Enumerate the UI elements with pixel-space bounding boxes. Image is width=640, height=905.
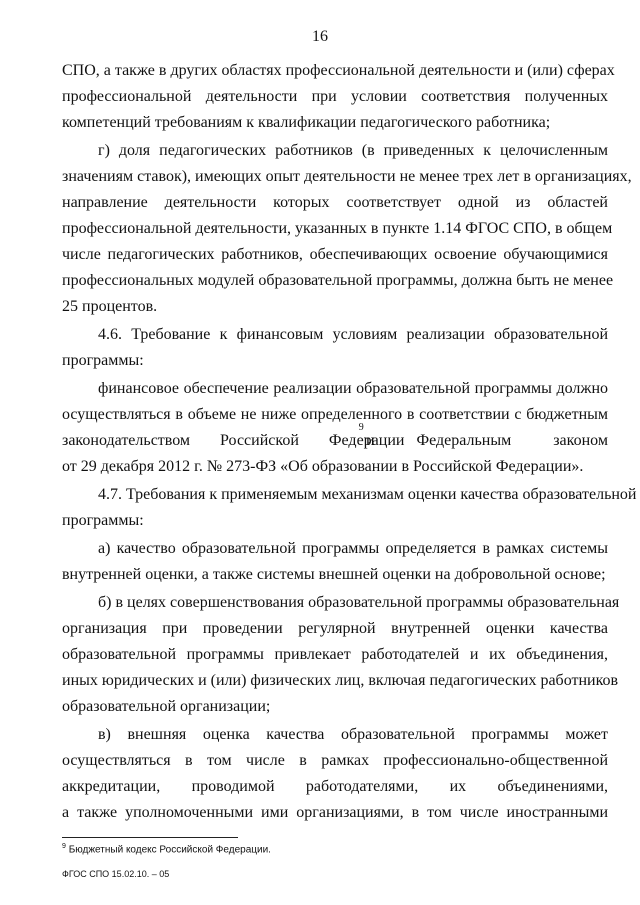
text-line: профессиональных модулей образовательной программы, должна быть не менее — [62, 272, 614, 289]
text-line: аккредитации, проводимой работодателями, их объединениями, — [62, 778, 608, 795]
footnote-divider — [62, 837, 238, 838]
text-segment: и Федеральным законом — [365, 432, 608, 449]
text-line-with-footnote — [62, 422, 608, 454]
text-line: а также уполномоченными ими организациями, в том числе иностранными — [62, 804, 608, 821]
text-line: а) качество образовательной программы определяется в рамках системы — [98, 540, 608, 557]
text-line: организация при проведении регулярной внутренней оценки качества — [62, 620, 608, 637]
text-line: числе педагогических работников, обеспечивающих освоение обучающимися — [62, 246, 608, 263]
text-line: от 29 декабря 2012 г. № 273-ФЗ «Об образовании в Российской Федерации». — [62, 458, 584, 475]
text-line: направление деятельности которых соответствует одной из областей — [62, 194, 608, 211]
text-line: компетенций требованиям к квалификации педагогического работника; — [62, 114, 551, 131]
footnote-marker: 9 — [62, 843, 66, 850]
text-line: программы: — [62, 352, 144, 369]
text-line: в) внешняя оценка качества образовательной программы может — [98, 726, 608, 743]
text-line: образовательной организации; — [62, 698, 271, 715]
section-heading-4-6: 4.6. Требование к финансовым условиям реализации образовательной — [98, 326, 608, 343]
text-line: программы: — [62, 512, 144, 529]
footnote-text: Бюджетный кодекс Российской Федерации. — [68, 844, 271, 856]
body-text — [62, 58, 637, 826]
text-line: профессиональной деятельности при условии соответствия полученных — [62, 88, 608, 105]
text-line: профессиональной деятельности, указанных в пункте 1.14 ФГОС СПО, в общем — [62, 220, 613, 237]
section-heading-4-7: 4.7. Требования к применяемым механизмам оценки качества образовательной — [98, 486, 637, 503]
page-number: 16 — [312, 28, 328, 45]
text-line: г) доля педагогических работников (в приведенных к целочисленным — [98, 142, 608, 159]
text-line: СПО, а также в других областях профессиональной деятельности и (или) сферах — [62, 62, 615, 79]
footnote-reference: 9 — [358, 422, 364, 433]
footnote — [62, 843, 271, 855]
text-segment: законодательством Российской Федерации — [62, 432, 405, 449]
text-line: значениям ставок), имеющих опыт деятельности не менее трех лет в организациях, — [62, 168, 632, 185]
text-line: иных юридических и (или) физических лиц, включая педагогических работников — [62, 672, 619, 689]
text-line: образовательной программы привлекает работодателей и их объединения, — [62, 646, 608, 663]
text-line: осуществляться в том числе в рамках профессионально-общественной — [62, 752, 608, 769]
text-line: осуществляться в объеме не ниже определенного в соответствии с бюджетным — [62, 406, 608, 423]
document-code: ФГОС СПО 15.02.10. – 05 — [62, 869, 170, 879]
text-line: финансовое обеспечение реализации образовательной программы должно — [98, 380, 608, 397]
text-line: внутренней оценки, а также системы внешней оценки на добровольной основе; — [62, 566, 606, 583]
text-line: б) в целях совершенствования образовательной программы образовательная — [98, 594, 620, 611]
text-line: 25 процентов. — [62, 298, 158, 315]
